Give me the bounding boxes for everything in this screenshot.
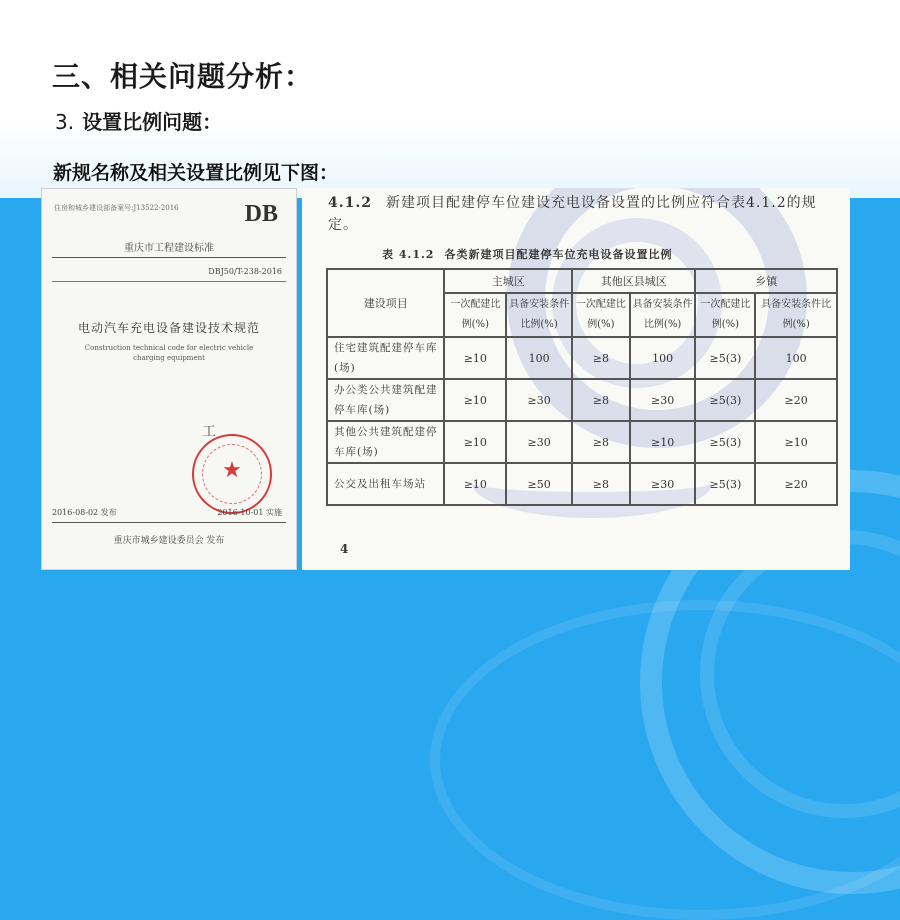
- table-sub-header: 一次配建比例(%): [572, 293, 630, 337]
- cover-english-title: [42, 343, 296, 363]
- image-caption: 新规名称及相关设置比例见下图：: [53, 162, 339, 184]
- table-cell: ≥5(3): [695, 463, 755, 505]
- table-cell: ≥10: [444, 421, 506, 463]
- cover-title: 电动汽车充电设备建设技术规范: [77, 321, 260, 335]
- table-cell: 100: [755, 337, 837, 379]
- clause-body: 新建项目配建停车位建设充电设备设置的比例应符合表4.1.2的规定。: [328, 195, 817, 233]
- table-cell: ≥20: [755, 463, 837, 505]
- slide-subtitle: [55, 106, 222, 135]
- cover-registration: 住房和城乡建设部备案号:J13522-2016: [54, 204, 179, 212]
- subtitle-number: 3.: [55, 110, 75, 134]
- official-seal-stamp: [192, 434, 272, 514]
- table-title: [382, 246, 672, 262]
- page-number: 4: [340, 542, 349, 556]
- cover-db-mark: DB: [244, 201, 278, 227]
- table-cell: 100: [506, 337, 572, 379]
- table-cell: ≥10: [444, 337, 506, 379]
- table-sub-header: 具备安装条件比例(%): [506, 293, 572, 337]
- seal-star-icon: ★: [222, 458, 242, 483]
- table-row-item: 公交及出租车场站: [327, 463, 444, 505]
- slide-title: 三、相关问题分析：: [52, 60, 314, 93]
- table-cell: ≥8: [572, 379, 630, 421]
- table-row: [327, 421, 837, 463]
- table-cell: ≥10: [444, 379, 506, 421]
- cover-english-line: Construction technical code for electric vehicle: [84, 344, 254, 352]
- decorative-arc: [430, 600, 900, 920]
- table-cell: ≥10: [755, 421, 837, 463]
- table-cell: ≥30: [630, 379, 696, 421]
- table-cell: ≥50: [506, 463, 572, 505]
- table-cell: ≥20: [755, 379, 837, 421]
- table-sub-header: 一次配建比例(%): [444, 293, 506, 337]
- table-cell: ≥8: [572, 463, 630, 505]
- table-sub-header: 具备安装条件比例(%): [755, 293, 837, 337]
- table-group-header: 其他区县城区: [572, 269, 696, 293]
- handwritten-signature: 工: [202, 424, 216, 440]
- table-cell: ≥30: [506, 379, 572, 421]
- ratio-table: [326, 268, 838, 506]
- standard-page-image: [302, 188, 850, 570]
- table-header-item: 建设项目: [327, 269, 444, 337]
- table-cell: ≥30: [506, 421, 572, 463]
- cover-implement-date: 2016-10-01 实施: [217, 508, 282, 517]
- table-row-item: 办公类公共建筑配建停车库(场): [327, 379, 444, 421]
- table-row-item: 住宅建筑配建停车库(场): [327, 337, 444, 379]
- cover-publish-date: 2016-08-02 发布: [52, 508, 117, 517]
- cover-divider: [52, 281, 286, 282]
- cover-code: DBJ50/T-238-2016: [208, 267, 282, 276]
- cover-standard-type: 重庆市工程建设标准: [124, 243, 214, 254]
- table-cell: ≥30: [630, 463, 696, 505]
- table-sub-header: 具备安装条件比例(%): [630, 293, 696, 337]
- table-cell: ≥10: [630, 421, 696, 463]
- subtitle-text: 设置比例问题：: [82, 110, 223, 134]
- standard-cover-image: [41, 188, 297, 570]
- table-cell: ≥8: [572, 421, 630, 463]
- table-row: [327, 463, 837, 505]
- table-number: 表 4.1.2: [382, 248, 435, 261]
- table-cell: ≥5(3): [695, 379, 755, 421]
- table-cell: 100: [630, 337, 696, 379]
- table-group-header: 主城区: [444, 269, 572, 293]
- table-cell: ≥5(3): [695, 337, 755, 379]
- cover-divider: [52, 257, 286, 258]
- table-cell: ≥10: [444, 463, 506, 505]
- table-cell: ≥5(3): [695, 421, 755, 463]
- table-row: [327, 337, 837, 379]
- clause-text: [328, 192, 838, 236]
- table-row: [327, 379, 837, 421]
- table-cell: ≥8: [572, 337, 630, 379]
- table-row-item: 其他公共建筑配建停车库(场): [327, 421, 444, 463]
- cover-english-line: charging equipment: [133, 354, 205, 362]
- clause-number: 4.1.2: [328, 195, 372, 211]
- table-sub-header: 一次配建比例(%): [695, 293, 755, 337]
- cover-issuer: 重庆市城乡建设委员会 发布: [113, 536, 225, 546]
- table-title-text: 各类新建项目配建停车位充电设备设置比例: [444, 248, 673, 261]
- cover-divider: [52, 522, 286, 523]
- table-group-header: 乡镇: [695, 269, 837, 293]
